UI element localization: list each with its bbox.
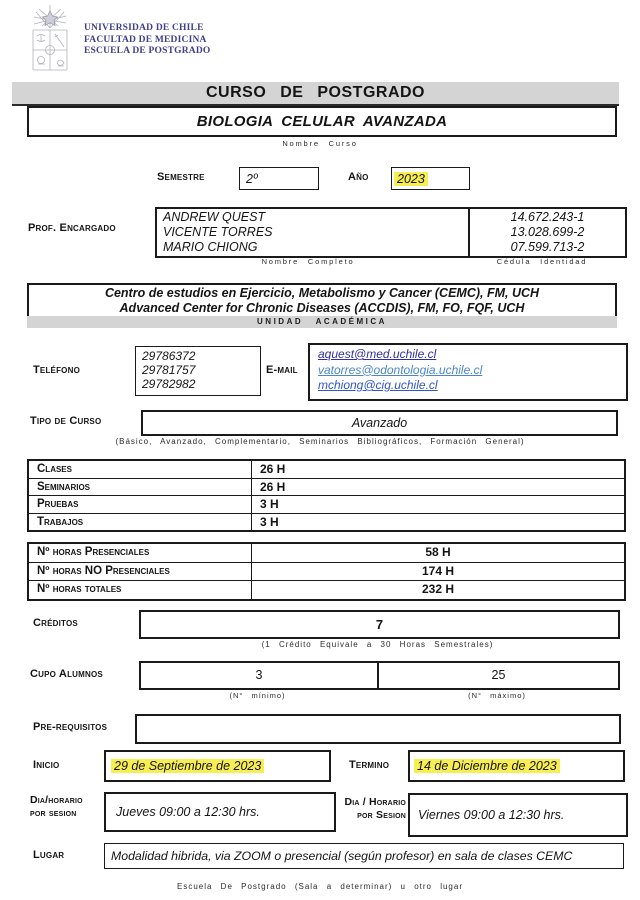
professor-name-column xyxy=(157,209,468,256)
course-type-label: Tipo de Curso xyxy=(30,415,102,427)
session-left-field xyxy=(104,792,336,832)
professor-table xyxy=(155,207,627,258)
row-label: Seminarios xyxy=(37,480,91,493)
location-label: Lugar xyxy=(33,849,65,861)
professor-id: 07.599.713-2 xyxy=(510,240,585,254)
full-name-caption: Nombre Completo xyxy=(261,257,355,266)
letterhead-line-school: ESCUELA DE POSTGRADO xyxy=(84,46,211,56)
phone-number: 29781757 xyxy=(142,363,196,377)
academic-unit-caption-bar: UNIDAD ACADÉMICA xyxy=(27,316,617,328)
row-value: 26 H xyxy=(251,479,624,496)
row-label: Nº horas Presenciales xyxy=(37,546,150,558)
start-label: Inicio xyxy=(33,759,60,771)
quota-min-value: 3 xyxy=(255,668,263,682)
form-title: CURSO DE POSTGRADO xyxy=(205,84,425,101)
university-crest-logo xyxy=(24,4,76,72)
professor-name: VICENTE TORRES xyxy=(163,225,273,239)
hours-breakdown-table xyxy=(27,459,626,532)
identity-card-caption: Cédula Identidad xyxy=(496,257,588,266)
year-field xyxy=(391,167,470,190)
quota-field xyxy=(139,661,620,690)
email-field xyxy=(308,343,628,401)
table-row xyxy=(29,478,624,496)
quota-min-caption: (N° mínimo) xyxy=(229,691,286,700)
hours-totals-table xyxy=(27,542,626,601)
phone-field xyxy=(135,346,261,396)
year-value: 2023 xyxy=(394,172,428,186)
professor-id-column xyxy=(468,209,625,256)
quota-max-value: 25 xyxy=(377,663,618,688)
professor-name: ANDREW QUEST xyxy=(163,210,266,224)
email-link[interactable]: aquest@med.uchile.cl xyxy=(318,347,437,361)
row-label: Pruebas xyxy=(37,498,79,510)
academic-unit-box xyxy=(27,283,617,318)
professor-id: 14.672.243-1 xyxy=(510,210,585,224)
form-title-bar xyxy=(12,82,619,106)
end-label: Termino xyxy=(349,759,390,771)
academic-unit-line: Centro de estudios en Ejercicio, Metabolismo y Cancer (CEMC), FM, UCH xyxy=(104,286,540,300)
phone-number: 29786372 xyxy=(142,349,196,363)
start-field xyxy=(104,750,331,782)
end-field xyxy=(408,750,625,782)
course-type-caption: (Básico, Avanzado, Complementario, Seminarios Bibliográficos, Formación General) xyxy=(115,437,525,446)
semester-field xyxy=(239,167,319,190)
row-label: Trabajos xyxy=(37,515,84,528)
quota-label: Cupo Alumnos xyxy=(30,668,103,680)
course-name: BIOLOGIA CELULAR AVANZADA xyxy=(196,113,448,130)
professor-id: 13.028.699-2 xyxy=(510,225,585,239)
credits-caption: (1 Crédito Equivale a 30 Horas Semestrales) xyxy=(261,640,494,649)
row-value: 174 H xyxy=(251,563,624,581)
row-value: 3 H xyxy=(251,514,624,531)
row-label: Clases xyxy=(37,463,72,475)
table-row xyxy=(29,580,624,599)
semester-value: 2º xyxy=(246,172,258,186)
end-date: 14 de Diciembre de 2023 xyxy=(414,759,560,773)
session-right-field xyxy=(408,793,628,837)
email-link[interactable]: mchiong@cig.uchile.cl xyxy=(318,378,438,392)
start-date: 29 de Septiembre de 2023 xyxy=(111,759,264,773)
course-type-value: Avanzado xyxy=(351,416,408,430)
session-right-value: Viernes 09:00 a 12:30 hrs. xyxy=(418,808,565,822)
session-right-label xyxy=(328,796,406,821)
table-row xyxy=(29,544,624,562)
prerequisites-field xyxy=(135,714,621,744)
row-value: 3 H xyxy=(251,496,624,513)
phone-number: 29782982 xyxy=(142,377,196,391)
letterhead-line-university: UNIVERSIDAD DE CHILE xyxy=(84,23,204,33)
year-label: Año xyxy=(348,171,369,183)
quota-max-caption: (N° máximo) xyxy=(468,691,526,700)
email-link[interactable]: vatorres@odontologia.uchile.cl xyxy=(318,362,483,377)
row-value: 26 H xyxy=(251,461,624,478)
row-value: 232 H xyxy=(251,581,624,599)
table-row xyxy=(29,562,624,581)
semester-label: Semestre xyxy=(157,171,205,183)
letterhead-line-faculty: FACULTAD DE MEDICINA xyxy=(84,34,207,45)
table-row xyxy=(29,513,624,531)
credits-label: Créditos xyxy=(33,617,78,629)
course-type-field xyxy=(141,410,618,436)
location-value: Modalidad hibrida, via ZOOM o presencial (según profesor) en sala de clases CEMC xyxy=(111,849,573,863)
phone-label: Teléfono xyxy=(33,364,80,376)
professor-name: MARIO CHIONG xyxy=(163,240,258,254)
location-field xyxy=(104,843,624,869)
footer-caption: Escuela De Postgrado (Sala a determinar) u otro lugar xyxy=(177,882,463,891)
session-left-value: Jueves 09:00 a 12:30 hrs. xyxy=(116,805,260,819)
session-right-label-line2: por Sesion xyxy=(357,808,406,821)
row-label: Nº horas NO Presenciales xyxy=(37,564,170,577)
session-left-label xyxy=(30,794,83,819)
session-left-label-line1: Dia/horario xyxy=(30,794,83,806)
session-left-label-line2: por sesion xyxy=(30,806,77,819)
row-label: Nº horas totales xyxy=(37,583,122,595)
credits-field: 7 xyxy=(139,610,620,639)
row-value: 58 H xyxy=(251,544,624,562)
letterhead xyxy=(84,23,210,58)
professor-label: Prof. Encargado xyxy=(28,222,116,234)
academic-unit-line: Advanced Center for Chronic Diseases (ACCDIS), FM, FO, FQF, UCH xyxy=(119,301,525,315)
table-row xyxy=(29,461,624,478)
session-right-label-line1: Dia / Horario xyxy=(344,796,406,808)
prerequisites-label: Pre-requisitos xyxy=(33,721,108,733)
course-name-caption: Nombre Curso xyxy=(282,139,358,148)
email-label: E-mail xyxy=(266,364,298,376)
course-name-box xyxy=(27,106,617,137)
table-row xyxy=(29,495,624,513)
